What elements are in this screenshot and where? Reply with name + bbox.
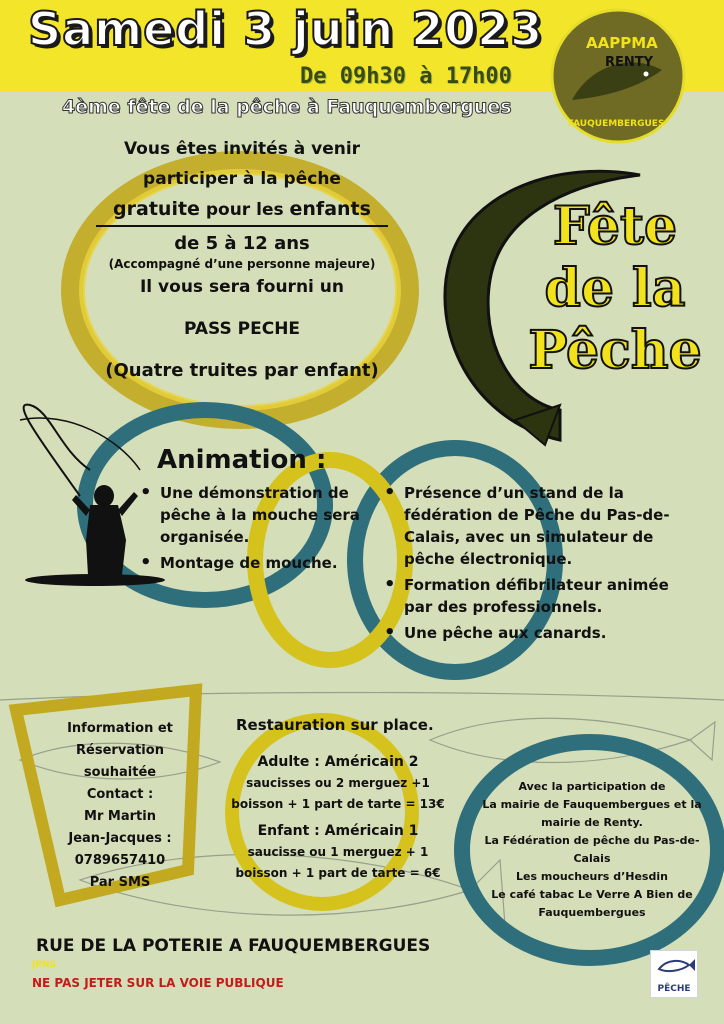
partners-line: Fauquembergues [538, 906, 646, 919]
info-block [40, 718, 200, 894]
litter-warning: NE PAS JETER SUR LA VOIE PUBLIQUE [32, 976, 284, 990]
info-contact-firstname: Jean-Jacques : [68, 831, 172, 846]
partners-line: Calais [573, 852, 611, 865]
invite-line-1: Vous êtes invités à venir [123, 139, 361, 159]
info-line: Réservation souhaitée [76, 743, 164, 780]
animation-list-right [382, 482, 682, 648]
invite-line-2: participer à la pêche [143, 169, 341, 189]
resto-child-line: saucisse ou 1 merguez + 1 [247, 845, 429, 859]
list-item: • Montage de mouche. [138, 552, 366, 574]
partners-line: Le café tabac Le Verre A Bien de [491, 888, 693, 901]
logo-text-fauquembergues: FAUQUEMBERGUES [568, 119, 665, 129]
resto-adult-price: boisson + 1 part de tarte = 13€ [231, 797, 445, 811]
invite-accompanied: (Accompagné d’une personne majeure) [108, 257, 376, 271]
info-sms: Par SMS [89, 875, 151, 890]
event-date-title: Samedi 3 juin 2023 [28, 2, 544, 56]
invite-provided: Il vous sera fourni un [139, 277, 344, 297]
invite-line-3 [96, 194, 388, 227]
list-item: • Présence d’un stand de la fédération de Pêche du Pas-de-Calais, avec un simulateur de pêche électronique. [382, 482, 682, 570]
animation-list-left [138, 482, 366, 578]
event-hours: De 09h30 à 17h00 [300, 64, 512, 89]
restauration-title: Restauration sur place. [236, 716, 434, 734]
invite-free-word: gratuite [113, 198, 200, 220]
resto-adult-line: saucisses ou 2 merguez +1 [246, 776, 430, 790]
peche-logo-text: PÊCHE [657, 984, 691, 994]
peche-federation-logo [650, 950, 698, 998]
partners-line: La mairie de Fauquembergues et la [482, 798, 702, 811]
resto-child-price: boisson + 1 part de tarte = 6€ [235, 866, 441, 880]
aappma-logo [550, 8, 686, 144]
info-contact-label: Contact : [86, 787, 154, 802]
logo-text-aappma: AAPPMA [586, 34, 658, 52]
fish-icon [651, 951, 697, 981]
invite-trout-note: (Quatre truites par enfant) [105, 360, 379, 381]
invite-age-range: de 5 à 12 ans [174, 233, 310, 254]
list-item: • Formation défibrilateur animée par des professionnels. [382, 574, 682, 618]
info-phone: 0789657410 [74, 853, 166, 868]
partners-block [474, 778, 710, 922]
logo-text-renty: RENTY [605, 55, 654, 70]
resto-child-title: Enfant : Américain 1 [257, 823, 419, 839]
animation-title: Animation : [157, 445, 327, 475]
fete-title-line-1: Fête [552, 196, 678, 257]
invite-kids-word: enfants [289, 198, 371, 220]
list-item: • Une démonstration de pêche à la mouche sera organisée. [138, 482, 366, 548]
info-line: Information et [67, 721, 173, 736]
partners-line: mairie de Renty. [541, 816, 643, 829]
info-contact-name: Mr Martin [84, 809, 156, 824]
invite-for-word: pour les [205, 200, 284, 220]
partners-line: Les moucheurs d’Hesdin [516, 870, 668, 883]
event-subtitle: 4ème fête de la pêche à Fauquembergues [62, 96, 512, 118]
fete-title-line-2: de la [544, 258, 686, 319]
street-address: RUE DE LA POTERIE A FAUQUEMBERGUES [36, 936, 431, 956]
list-item: • Une pêche aux canards. [382, 622, 682, 644]
partners-intro: Avec la participation de [518, 780, 666, 793]
fete-title [520, 196, 710, 382]
partners-line: La Fédération de pêche du Pas-de- [484, 834, 700, 847]
invite-pass-peche: PASS PECHE [183, 319, 301, 339]
imprint-label: JPNS [32, 960, 56, 970]
restauration-block [226, 752, 450, 884]
fete-title-line-3: Pêche [528, 320, 702, 381]
invite-block [96, 134, 388, 386]
resto-adult-title: Adulte : Américain 2 [257, 754, 419, 770]
